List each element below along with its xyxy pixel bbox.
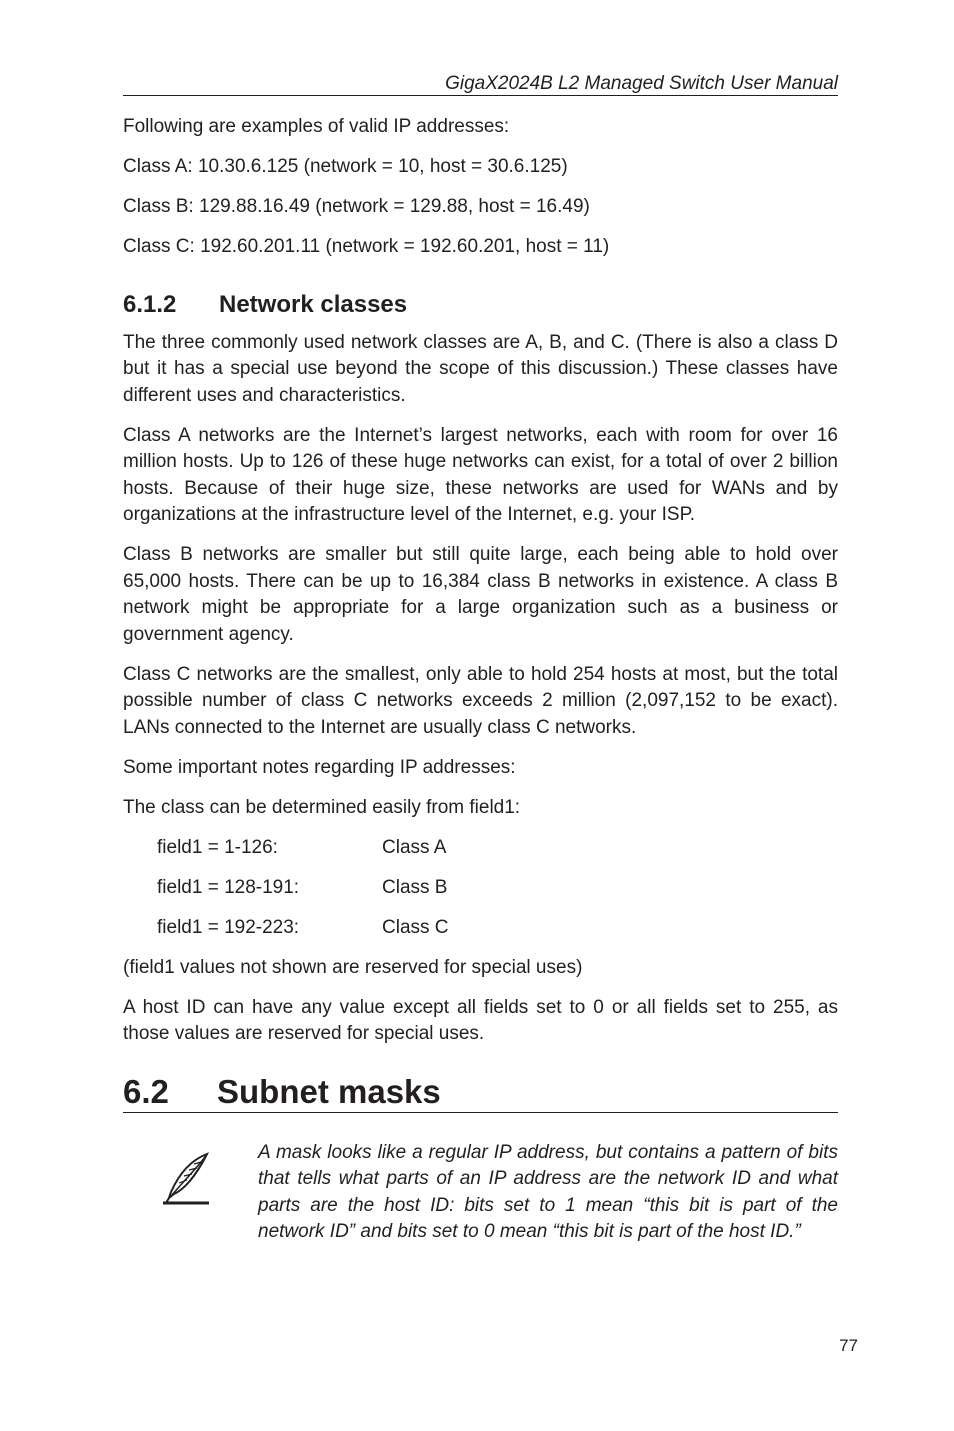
- section-62-title: Subnet masks: [217, 1072, 441, 1110]
- paragraph-host-id: A host ID can have any value except all fields set to 0 or all fields set to 255, as those values are reserved for special uses.: [123, 996, 838, 1044]
- paragraph-network-classes: The three commonly used network classes are A, B, and C. (There is also a class D but it has a special use beyond the scope of this discussion.) These classes have different uses and characteristics.: [123, 331, 838, 406]
- example-class-a: Class A: 10.30.6.125 (network = 10, host = 30.6.125): [123, 156, 568, 177]
- section-612-title: Network classes: [219, 290, 408, 318]
- paragraph-field1-lead: The class can be determined easily from field1:: [123, 796, 521, 818]
- section-62-heading: [123, 1072, 838, 1113]
- header-rule: [123, 95, 838, 96]
- paragraph-reserved-note: (field1 values not shown are reserved for special uses): [123, 956, 583, 978]
- running-header: GigaX2024B L2 Managed Switch User Manual: [445, 73, 838, 94]
- page-number: 77: [839, 1336, 858, 1355]
- class-table-row: [157, 875, 838, 902]
- paragraph-class-a: Class A networks are the Internet’s largest networks, each with room for over 16 million hosts. Up to 126 of these huge networks can exist, for a total of over 2 billion hosts. Because of their huge size, these networks are used for WANs and by organizations at the infrastructure level of the Internet, e.g. your ISP.: [123, 424, 838, 525]
- class-table-class: Class A: [382, 836, 447, 858]
- example-class-c: Class C: 192.60.201.11 (network = 192.60.201, host = 11): [123, 236, 610, 257]
- class-table-field: field1 = 192-223:: [157, 916, 300, 938]
- page-content: [123, 114, 838, 1246]
- section-612-heading: [123, 288, 838, 322]
- class-table-row: [157, 915, 838, 942]
- class-table-class: Class B: [382, 876, 448, 898]
- example-class-b: Class B: 129.88.16.49 (network = 129.88, host = 16.49): [123, 196, 590, 217]
- paragraph-class-c: Class C networks are the smallest, only able to hold 254 hosts at most, but the total possible number of class C networks exceeds 2 million (2,097,152 to be exact). LANs connected to the Internet are usually class C networks.: [123, 663, 838, 738]
- intro-lead: Following are examples of valid IP addresses:: [123, 116, 510, 137]
- quill-pen-icon: [161, 1152, 213, 1208]
- paragraph-notes-lead: Some important notes regarding IP addresses:: [123, 756, 516, 778]
- class-table-field: field1 = 1-126:: [157, 836, 278, 858]
- section-612-number: 6.1.2: [123, 290, 177, 318]
- class-table-class: Class C: [382, 916, 449, 938]
- class-table-row: [157, 835, 838, 862]
- note-block: [123, 1140, 838, 1246]
- note-text: A mask looks like a regular IP address, but contains a pattern of bits that tells what parts of an IP address are the network ID and what parts are the host ID: bits set to 1 mean “this bit is part of the network ID” and bits set to 0 mean “this bit is part of the host ID.”: [258, 1141, 838, 1242]
- paragraph-class-b: Class B networks are smaller but still quite large, each being able to hold over 65,000 hosts. There can be up to 16,384 class B networks in existence. A class B network might be appropriate for a large organization such as a business or government agency.: [123, 544, 838, 645]
- section-62-number: 6.2: [123, 1072, 169, 1110]
- class-table-field: field1 = 128-191:: [157, 876, 300, 898]
